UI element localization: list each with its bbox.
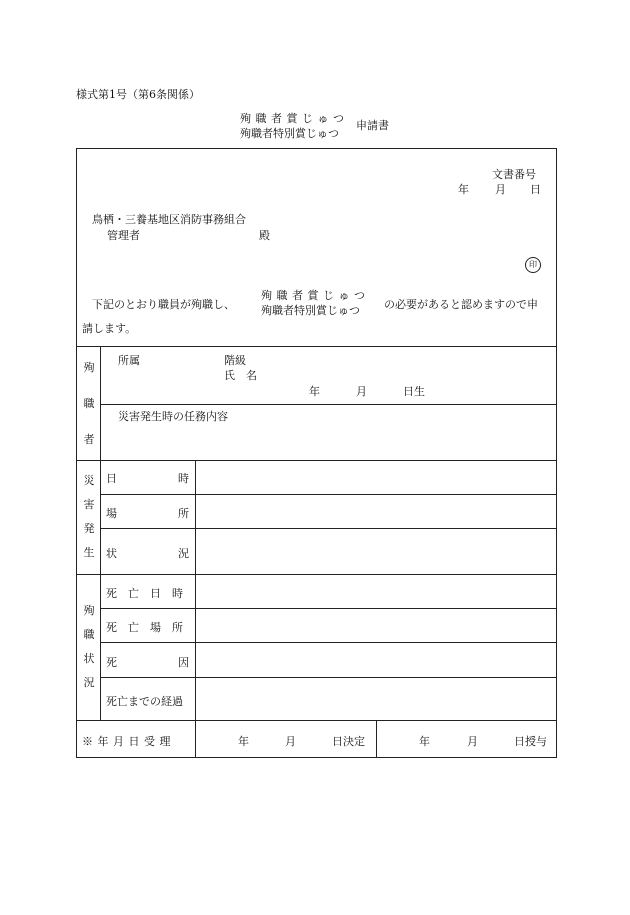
section-char-death-1: 殉 [83,604,95,617]
section-char-disaster-1: 災 [83,474,95,487]
form-frame [76,148,557,758]
divider-disaster-1 [100,494,557,495]
death-place-label: 死 亡 場 所 [106,621,183,634]
seal-mark: 印 [525,257,541,273]
birth-day: 日生 [403,385,425,398]
grant-year: 年 [419,735,430,748]
title-line-1: 殉 職 者 賞 じ ゅ つ [240,112,345,125]
rank-label: 階級 [224,354,246,367]
section-char-death-2: 職 [83,628,95,641]
title-suffix: 申請書 [356,119,389,132]
progress-label: 死亡までの経過 [106,695,183,708]
disaster-datetime-label-b: 時 [178,472,189,485]
death-cause-label-b: 因 [178,656,189,669]
section-char-deceased-2: 職 [83,397,95,410]
divider-death-2 [100,642,557,643]
body-prefix: 下記のとおり職員が殉職し、 [92,298,235,311]
affiliation-label: 所属 [118,354,140,367]
duty-label: 災害発生時の任務内容 [118,410,228,423]
section-char-death-3: 状 [83,652,95,665]
birth-month: 月 [356,385,367,398]
name-label: 氏 名 [224,369,257,382]
death-cause-label-a: 死 [106,656,117,669]
decision-year: 年 [238,735,249,748]
date-day: 日 [530,183,541,196]
death-datetime-label: 死 亡 日 時 [106,587,183,600]
divider-deceased-inner [100,404,557,405]
addressee-organization: 鳥栖・三養基地区消防事務組合 [92,213,246,226]
disaster-situation-label-a: 状 [106,547,117,560]
section-char-death-4: 況 [83,676,95,689]
section-char-disaster-3: 発 [83,522,95,535]
birth-year: 年 [309,385,320,398]
vdivider-section-label [100,346,101,720]
decision-month: 月 [285,735,296,748]
section-char-deceased-3: 者 [83,433,95,446]
disaster-place-label-a: 場 [106,507,117,520]
date-year: 年 [458,183,469,196]
disaster-place-label-b: 所 [178,507,189,520]
section-char-deceased-1: 殉 [83,361,95,374]
date-month: 月 [495,183,506,196]
body-option-2: 殉職者特別賞じゅつ [261,304,360,317]
vdivider-label-value [195,460,196,758]
body-continuation: 請します。 [82,322,137,335]
grant-month: 月 [467,735,478,748]
divider-death [76,720,557,721]
vdivider-footer [376,720,377,758]
divider-disaster [76,574,557,575]
form-number: 様式第1号（第6条関係） [76,88,200,101]
section-char-disaster-4: 生 [83,546,95,559]
divider-death-3 [100,677,557,678]
receipt-label: ※ 年 月 日 受 理 [82,735,171,748]
disaster-situation-label-b: 況 [178,547,189,560]
title-line-2: 殉職者特別賞じゅつ [240,127,339,140]
document-number-label: 文書番号 [492,168,536,181]
divider-deceased [76,460,557,461]
addressee-title: 管理者 [107,229,140,242]
section-char-disaster-2: 害 [83,498,95,511]
disaster-datetime-label-a: 日 [106,472,117,485]
body-suffix: の必要があると認めますので申 [384,298,538,311]
honorific: 殿 [259,229,270,242]
grant-day: 日授与 [514,735,547,748]
divider-death-1 [100,608,557,609]
decision-day: 日決定 [332,735,365,748]
divider-application [76,346,557,347]
divider-disaster-2 [100,528,557,529]
body-option-1: 殉 職 者 賞 じ ゅ つ [261,289,366,302]
